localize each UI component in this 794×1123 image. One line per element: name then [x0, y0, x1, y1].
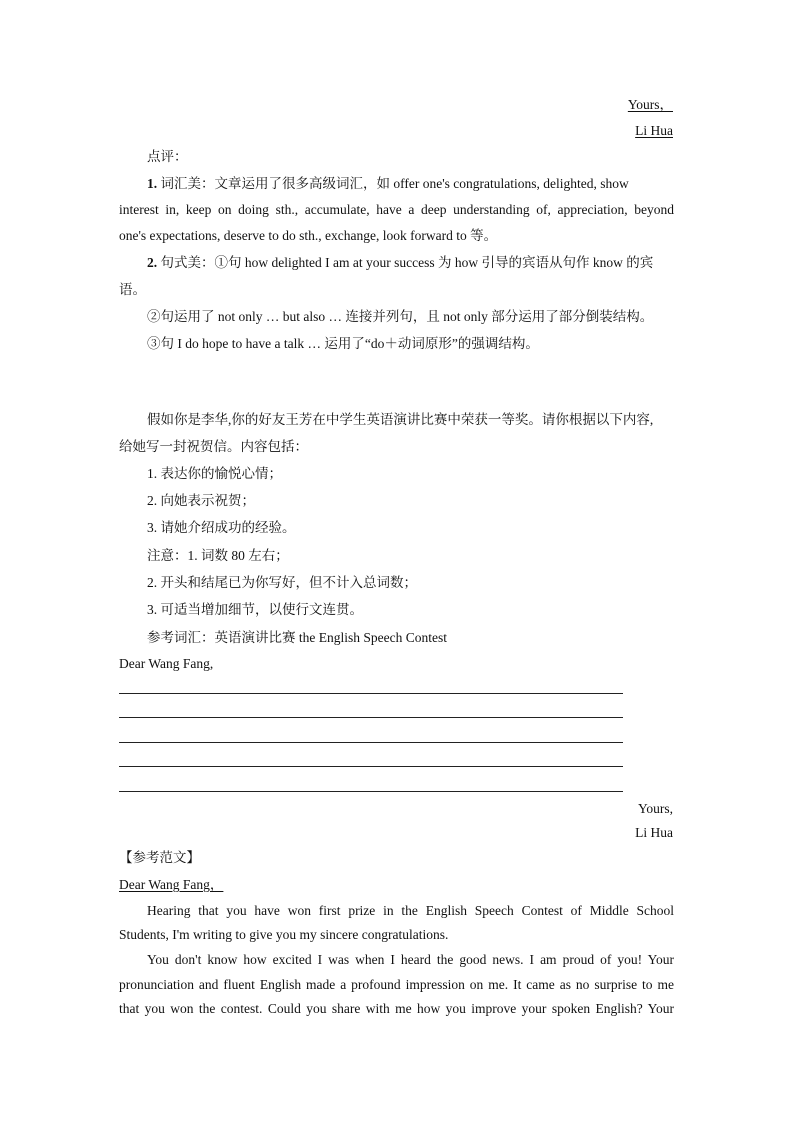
- model-paragraph-2-line-2: pronunciation and fluent English made a profound impression on me. It came as no surprise to me: [119, 977, 674, 992]
- comment-2-line-1: 2. 句式美：①句 how delighted I am at your success 为 how 引导的宾语从句作 know 的宾: [147, 255, 654, 270]
- comment-1-line-3: one's expectations, deserve to do sth., exchange, look forward to 等。: [119, 228, 498, 243]
- task-note-3: 3. 可适当增加细节，以使行文连贯。: [147, 602, 363, 617]
- comment-1-line-1: 1. 词汇美：文章运用了很多高级词汇，如 offer one's congratulations, delighted, show: [147, 176, 629, 191]
- writing-line[interactable]: [119, 766, 623, 767]
- task-note-2: 2. 开头和结尾已为你写好，但不计入总词数；: [147, 575, 417, 590]
- task-salutation: Dear Wang Fang,: [119, 656, 214, 671]
- model-salutation: Dear Wang Fang，: [119, 877, 224, 892]
- writing-line[interactable]: [119, 693, 623, 694]
- comments-heading: 点评：: [147, 149, 188, 164]
- task-prompt-line-1: 假如你是李华,你的好友王芳在中学生英语演讲比赛中荣获一等奖。请你根据以下内容,: [147, 412, 654, 427]
- comment-1-line-2: interest in, keep on doing sth., accumulate, have a deep understanding of, appreciation, beyond: [119, 202, 674, 217]
- task-prompt-line-2: 给她写一封祝贺信。内容包括：: [119, 439, 308, 454]
- writing-line[interactable]: [119, 742, 623, 743]
- writing-line[interactable]: [119, 717, 623, 718]
- writing-line[interactable]: [119, 791, 623, 792]
- prev-signature: Li Hua: [635, 123, 673, 138]
- task-closing: Yours,: [637, 801, 673, 816]
- task-vocab: 参考词汇：英语演讲比赛 the English Speech Contest: [147, 630, 447, 645]
- prev-closing: Yours，: [627, 97, 673, 112]
- task-signature: Li Hua: [635, 825, 673, 840]
- task-requirement-1: 1. 表达你的愉悦心情；: [147, 466, 282, 481]
- comment-2-line-2: 语。: [119, 282, 146, 297]
- model-paragraph-1-line-2: Students, I'm writing to give you my sincere congratulations.: [119, 927, 449, 942]
- task-note-1: 注意：1. 词数 80 左右；: [147, 548, 289, 563]
- model-paragraph-1-line-1: Hearing that you have won first prize in the English Speech Contest of Middle School: [147, 903, 674, 918]
- task-requirement-2: 2. 向她表示祝贺；: [147, 493, 255, 508]
- model-heading: 【参考范文】: [119, 850, 200, 865]
- task-requirement-3: 3. 请她介绍成功的经验。: [147, 520, 296, 535]
- comment-2-sub-2: ②句运用了 not only … but also … 连接并列句，且 not only 部分运用了部分倒装结构。: [147, 309, 654, 324]
- comment-2-sub-3: ③句 I do hope to have a talk … 运用了“do＋动词原形”的强调结构。: [147, 336, 539, 351]
- model-paragraph-2-line-1: You don't know how excited I was when I heard the good news. I am proud of you! Your: [147, 952, 674, 967]
- model-paragraph-2-line-3: that you won the contest. Could you share with me how you improve your spoken English? Your: [119, 1001, 674, 1016]
